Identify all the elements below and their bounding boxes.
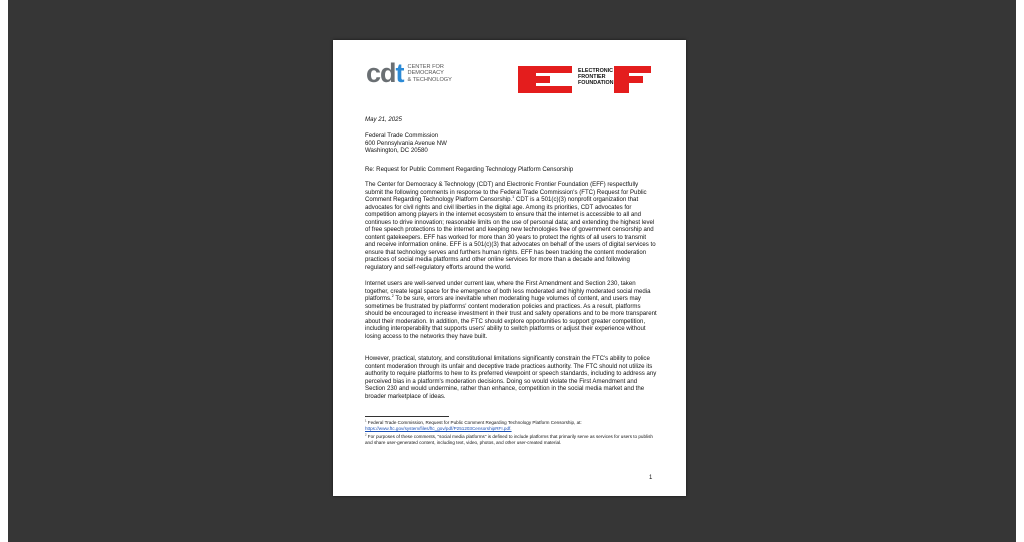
footnote-2-number: 2 [365, 433, 367, 437]
footnote-1-text: Federal Trade Commission, Request for Public Comment Regarding Technology Platform Censorship, at: [366, 420, 582, 425]
letter-date: May 21, 2025 [365, 116, 402, 123]
paragraph-2-text-b: To be sure, errors are inevitable when moderating huge volumes of content, and users may sometimes be frustrated by platforms' content moderation policies and practices. As a result, platforms should be encouraged to increase investment in their trust and safety operations and to be more transparent about their moderation. In addition, the FTC should explore opportunities to support greater competition, including interoperability that supports users' ability to switch platforms or adjust their experience without losing access to the networks they have built. [365, 295, 657, 340]
paragraph-1 [365, 181, 657, 271]
paragraph-1-text-a: The Center for Democracy & Technology (CDT) and Electronic Frontier Foundation (EFF) respectfully submit the following comments in response to the Federal Trade Commission's (FTC) Request for Public Comment Regarding Technology Platform Censorship. [365, 181, 647, 203]
cdt-logo [366, 60, 452, 87]
document-page [333, 40, 686, 496]
footnote-2-text: For purposes of these comments, "social media platforms" is defined to include platforms that primarily serve as services for users to publish and share user-generated content, including text, video, photos, and other user-created material. [365, 434, 653, 445]
footnote-1-link[interactable]: https://www.ftc.gov/system/files/ftc_gov/pdf/P251203CensorshipRFI.pdf. [365, 425, 512, 431]
cdt-logo-mark: cdt [366, 58, 404, 88]
footnote-ref-1[interactable]: 1 [512, 194, 515, 199]
footnote-1 [365, 420, 661, 432]
subject-line: Re: Request for Public Comment Regarding Technology Platform Censorship [365, 166, 574, 173]
footnote-1-number: 1 [365, 419, 367, 423]
paragraph-3: However, practical, statutory, and constitutional limitations significantly constrain the FTC's ability to police content moderation through its unfair and deceptive trade practices authority. The FTC should not utilize its authority to require platforms to hew to its preferred viewpoint or speech standards, including to address any perceived bias in a platform's moderation decisions. Doing so would violate the First Amendment and Section 230 and would undermine, rather than enhance, competition in the social media market and the broader marketplace of ideas. [365, 355, 657, 400]
recipient-address: Federal Trade Commission 600 Pennsylvania Avenue NW Washington, DC 20580 [365, 132, 447, 154]
footnote-divider [365, 416, 449, 417]
cdt-logo-name: CENTER FOR DEMOCRACY & TECHNOLOGY [407, 64, 452, 83]
page-number: 1 [649, 475, 653, 481]
paragraph-1-text-b: CDT is a 501(c)(3) nonprofit organization that advocates for civil rights and civil liberties in the digital age. Among its priorities, CDT advocates for competition among players in the internet ecosystem to ensure that the internet is accessible to all and continues to drive innovation; reasonable limits on the use of personal data; and extending the highest level of free speech protections to the internet and keeping new technologies free of government censorship and content gatekeepers. EFF has worked for more than 30 years to protect the rights of all users to transmit and receive information online. EFF is a 501(c)(3) that advocates on behalf of the users of digital services to ensure that technology serves and furthers human rights. EFF has been tracking the content moderation practices of social media platforms and other online services for more than a decade and following regulatory and self-regulatory efforts around the world. [365, 196, 656, 271]
footnote-2 [365, 434, 661, 446]
eff-logo [518, 66, 651, 93]
paragraph-2 [365, 280, 657, 340]
footnote-ref-2[interactable]: 2 [391, 293, 394, 298]
document-viewer[interactable] [8, 0, 1016, 542]
paragraph-2-text-a: Internet users are well-served under current law, where the First Amendment and Section 230, taken together, create legal space for the emergence of both less moderated and highly moderated social media platforms. [365, 280, 651, 302]
eff-logo-name: ELECTRONIC FRONTIER FOUNDATION [578, 68, 614, 87]
